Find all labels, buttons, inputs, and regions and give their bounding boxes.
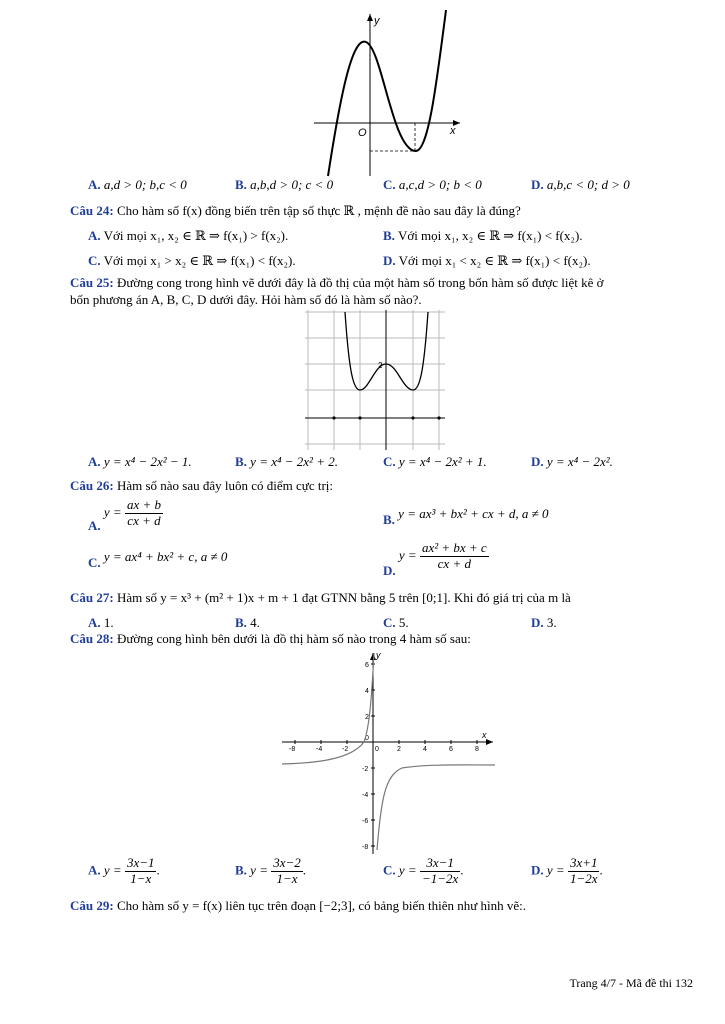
q28-option-c[interactable]: C. y = $\frac{3x-1}{-1-2x}$ . bbox=[383, 855, 464, 886]
q27-option-a[interactable]: A. 1. bbox=[88, 615, 114, 630]
y-tick: -6 bbox=[362, 818, 369, 825]
y-tick: 2 bbox=[365, 714, 369, 721]
q25-stem-line2: bốn phương án A, B, C, D dưới đây. Hỏi hàm số đó là hàm số nào?. bbox=[70, 292, 422, 307]
q24-option-c[interactable]: C. Với mọi x₁ > x₂ ∈ ℝ ⇒ f(x₁) < f(x₂). bbox=[88, 253, 296, 268]
y-tick: -4 bbox=[362, 792, 369, 799]
q24-option-d[interactable]: D. Với mọi x₁ < x₂ ∈ ℝ ⇒ f(x₁) < f(x₂). bbox=[383, 253, 591, 268]
y-tick: -8 bbox=[362, 844, 369, 851]
y-tick-2: 2 bbox=[378, 361, 383, 370]
y-tick: 0 bbox=[365, 735, 369, 742]
y-axis-label: y bbox=[374, 15, 380, 27]
q27-option-b[interactable]: B. 4. bbox=[235, 615, 260, 630]
q24-stem: Câu 24: Cho hàm số f(x) đồng biến trên tập số thực ℝ , mệnh đề nào sau đây là đúng? bbox=[70, 203, 521, 218]
q23-option-c[interactable]: C. a,c,d > 0; b < 0 bbox=[383, 177, 482, 192]
page-footer: Trang 4/7 - Mã đề thi 132 bbox=[569, 976, 693, 990]
q26-option-b[interactable]: B. y = ax³ + bx² + cx + d, a ≠ 0 bbox=[383, 506, 549, 527]
y-tick: -2 bbox=[362, 766, 369, 773]
q26-stem: Câu 26: Hàm số nào sau đây luôn có điểm cực trị: bbox=[70, 478, 334, 493]
q23-option-a[interactable]: A. a,d > 0; b,c < 0 bbox=[88, 177, 187, 192]
x-tick: -8 bbox=[289, 746, 296, 753]
q28-stem: Câu 28: Đường cong hình bên dưới là đồ thị hàm số nào trong 4 hàm số sau: bbox=[70, 631, 471, 646]
x-tick: 8 bbox=[475, 746, 479, 753]
x-tick: 6 bbox=[449, 746, 453, 753]
q23-option-b[interactable]: B. a,b,d > 0; c < 0 bbox=[235, 177, 334, 192]
q25-option-d[interactable]: D. y = x⁴ − 2x². bbox=[531, 454, 613, 469]
q29-stem: Câu 29: Cho hàm số y = f(x) liên tục trên đoạn [−2;3], có bảng biến thiên như hình vẽ:. bbox=[70, 898, 527, 913]
q27-option-c[interactable]: C. 5. bbox=[383, 615, 409, 630]
q28-option-d[interactable]: D. y = $\frac{3x+1}{1-2x}$ . bbox=[531, 855, 603, 886]
x-axis-label: x bbox=[482, 730, 487, 740]
x-tick: -4 bbox=[316, 746, 323, 753]
q25-stem-line1: Câu 25: Đường cong trong hình vẽ dưới đây là đồ thị của một hàm số trong bốn hàm số được liệt kê ở bbox=[70, 275, 604, 290]
q24-option-b[interactable]: B. Với mọi x₁, x₂ ∈ ℝ ⇒ f(x₁) < f(x₂). bbox=[383, 228, 583, 243]
x-axis-label: x bbox=[450, 125, 456, 137]
q27-option-d[interactable]: D. 3. bbox=[531, 615, 557, 630]
q25-option-b[interactable]: B. y = x⁴ − 2x² + 2. bbox=[235, 454, 338, 469]
x-tick: -2 bbox=[342, 746, 349, 753]
q23-option-d[interactable]: D. a,b,c < 0; d > 0 bbox=[531, 177, 630, 192]
cubic-graph bbox=[310, 8, 470, 178]
q28-option-b[interactable]: B. y = $\frac{3x-2}{1-x}$ . bbox=[235, 855, 307, 886]
q26-option-c[interactable]: C. y = ax⁴ + bx² + c, a ≠ 0 bbox=[88, 549, 228, 570]
y-tick: 4 bbox=[365, 688, 369, 695]
quartic-graph bbox=[305, 310, 445, 450]
q26-option-d[interactable]: D. y = $\frac{\text{ax² + bx + c}}{cx + d}$ bbox=[383, 540, 487, 579]
x-tick: 0 bbox=[375, 746, 379, 753]
y-tick: 6 bbox=[365, 662, 369, 669]
origin-label: O bbox=[358, 127, 367, 139]
q26-option-a[interactable]: A. y = $\frac{ax + b}{cx + d}$ bbox=[88, 497, 161, 534]
q27-stem: Câu 27: Hàm số y = x³ + (m² + 1)x + m + 1 đạt GTNN bằng 5 trên [0;1]. Khi đó giá trị của m là bbox=[70, 590, 571, 605]
hyperbola-graph bbox=[282, 650, 497, 855]
x-tick: 2 bbox=[397, 746, 401, 753]
y-axis-label: y bbox=[376, 650, 381, 660]
q28-option-a[interactable]: A. y = $\frac{3x-1}{1-x}$ . bbox=[88, 855, 160, 886]
q25-option-a[interactable]: A. y = x⁴ − 2x² − 1. bbox=[88, 454, 192, 469]
x-tick: 4 bbox=[423, 746, 427, 753]
q24-option-a[interactable]: A. Với mọi x₁, x₂ ∈ ℝ ⇒ f(x₁) > f(x₂). bbox=[88, 228, 289, 243]
q25-option-c[interactable]: C. y = x⁴ − 2x² + 1. bbox=[383, 454, 487, 469]
